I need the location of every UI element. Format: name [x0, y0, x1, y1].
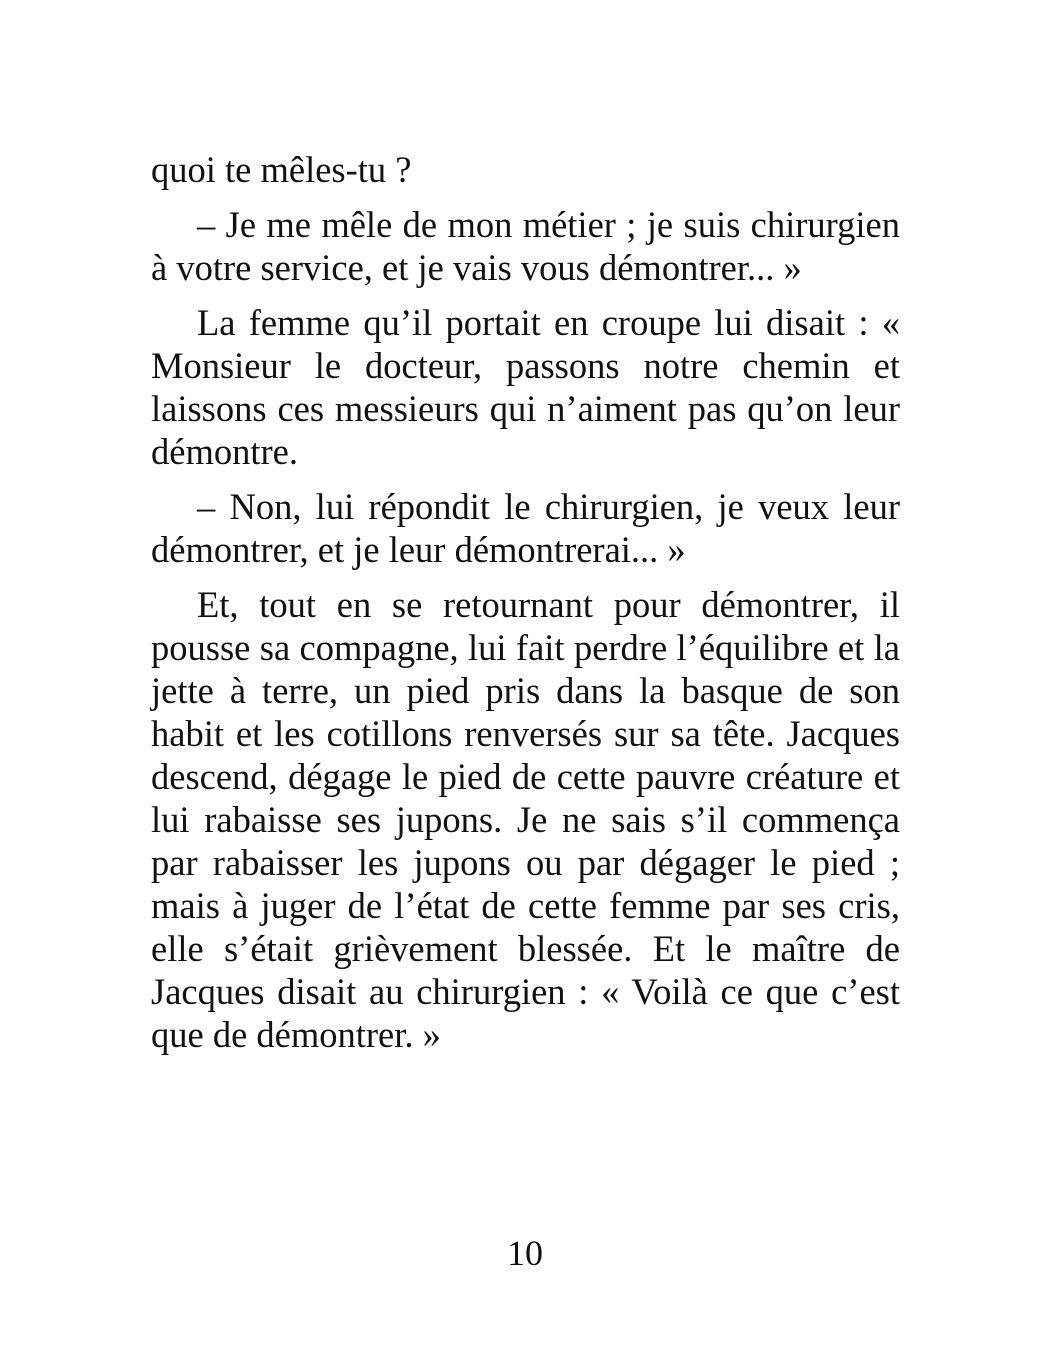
body-text	[151, 148, 900, 1068]
paragraph-surgeon-reply: – Non, lui répondit le chirurgien, je veux leur démontrer, et je leur démontrerai... »	[151, 486, 900, 570]
paragraph-narration: Et, tout en se retournant pour démontrer, il pousse sa compagne, lui fait perdre l’équilibre et la jette à terre, un pied pris dans la basque de son habit et les cotillons renversés sur sa tête. Jacques descend, dégage le pied de cette pauvre créature et lui rabaisse ses jupons. Je ne sais s’il commença par rabaisser les jupons ou par dégager le pied ; mais à juger de l’état de cette femme par ses cris, elle s’était grièvement blessée. Et le maître de Jacques disait au chirurgien : « Voilà ce que c’est que de démontrer. »	[151, 584, 900, 1055]
page-number: 10	[507, 1233, 543, 1273]
paragraph-continued: quoi te mêles-tu ?	[151, 149, 412, 190]
paragraph-woman-speaks: La femme qu’il portait en croupe lui disait : « Monsieur le docteur, passons notre chemin et laissons ces messieurs qui n’aiment pas qu’on leur démontre.	[151, 302, 900, 472]
paragraph-dialogue-surgeon: – Je me mêle de mon métier ; je suis chirurgien à votre service, et je vais vous démontrer... »	[151, 204, 900, 288]
